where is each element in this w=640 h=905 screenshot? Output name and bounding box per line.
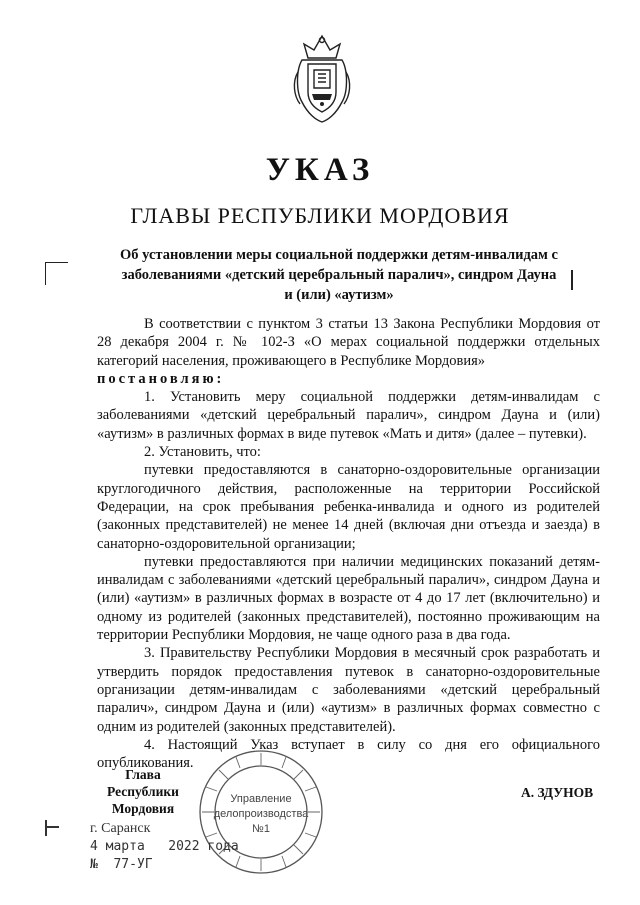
- document-subtitle: ГЛАВЫ РЕСПУБЛИКИ МОРДОВИЯ: [130, 203, 510, 228]
- margin-corner-mark: [45, 262, 68, 285]
- signatory-name: А. ЗДУНОВ: [521, 785, 594, 800]
- margin-tick-mark: [45, 826, 59, 828]
- stamp-line: Управление: [230, 793, 292, 805]
- footer-date: 4 марта 2022 года: [90, 839, 239, 854]
- heading-line: заболеваниями «детский церебральный паралич», синдром Дауна: [121, 267, 557, 283]
- heading-line: и (или) «аутизм»: [284, 287, 394, 303]
- margin-bar-mark: [571, 270, 573, 290]
- document-footer: [90, 820, 239, 874]
- clause-3: 3. Правительству Республики Мордовия в месячный срок разработать и утвердить порядок предоставления путевок в санаторно-оздоровительные организации детям-инвалидам с заболеваниями «детский церебральный паралич», синдром Дауна и (или) «аутизм» в различных формах совместно с одним из родителей (законных представителей).: [97, 645, 600, 735]
- position-line: Республики Мордовия: [107, 784, 179, 816]
- postanovlyau-label: постановляю:: [97, 370, 225, 387]
- clause-4: 4. Настоящий Указ вступает в силу со дня его официального опубликования.: [97, 736, 600, 772]
- clause-2a: путевки предоставляются в санаторно-оздоровительные организации круглогодичного действия, расположенные на территории Российской Федерации, на срок пребывания ребенка-инвалида и одного из родителей (законных представителей) не менее 14 дней (включая дни отъезда и заезда) в санаторно-оздоровительной организации;: [97, 462, 600, 552]
- clause-1: 1. Установить меру социальной поддержки детям-инвалидам с заболеваниями «детский церебральный паралич», синдром Дауна и (или) «аутизм» в различных формах в виде путевок «Мать и дитя» (далее – путевки).: [97, 389, 600, 442]
- clause-2b: путевки предоставляются при наличии медицинских показаний детям-инвалидам с заболеваниями «детский церебральный паралич», синдром Дауна и (или) «аутизм» в различных формах в возрасте от 4 до 17 лет (включительно) и одному из родителей (законных представителей), постоянно проживающим на территории Республики Мордовия, не чаще одного раза в два года.: [97, 553, 600, 644]
- decree-body: [97, 315, 600, 772]
- footer-number: № 77-УГ: [90, 857, 153, 872]
- position-line: Глава: [125, 767, 161, 782]
- document-title: УКАЗ: [265, 152, 375, 188]
- stamp-line: делопроизводства: [213, 808, 309, 820]
- decree-heading: [108, 245, 570, 305]
- signatory-position: [88, 766, 198, 817]
- coat-of-arms-emblem: [290, 30, 354, 126]
- clause-2: 2. Установить, что:: [144, 444, 261, 461]
- margin-tick-mark: [45, 820, 47, 836]
- stamp-line: №1: [252, 823, 270, 835]
- footer-city: г. Саранск: [90, 821, 151, 836]
- preamble-paragraph: В соответствии с пунктом 3 статьи 13 Закона Республики Мордовия от 28 декабря 2004 г. № 102-З «О мерах социальной поддержки отдельных категорий населения, проживающего в Республике Мордовия»: [97, 316, 600, 369]
- heading-line: Об установлении меры социальной поддержки детям-инвалидам с: [120, 247, 558, 263]
